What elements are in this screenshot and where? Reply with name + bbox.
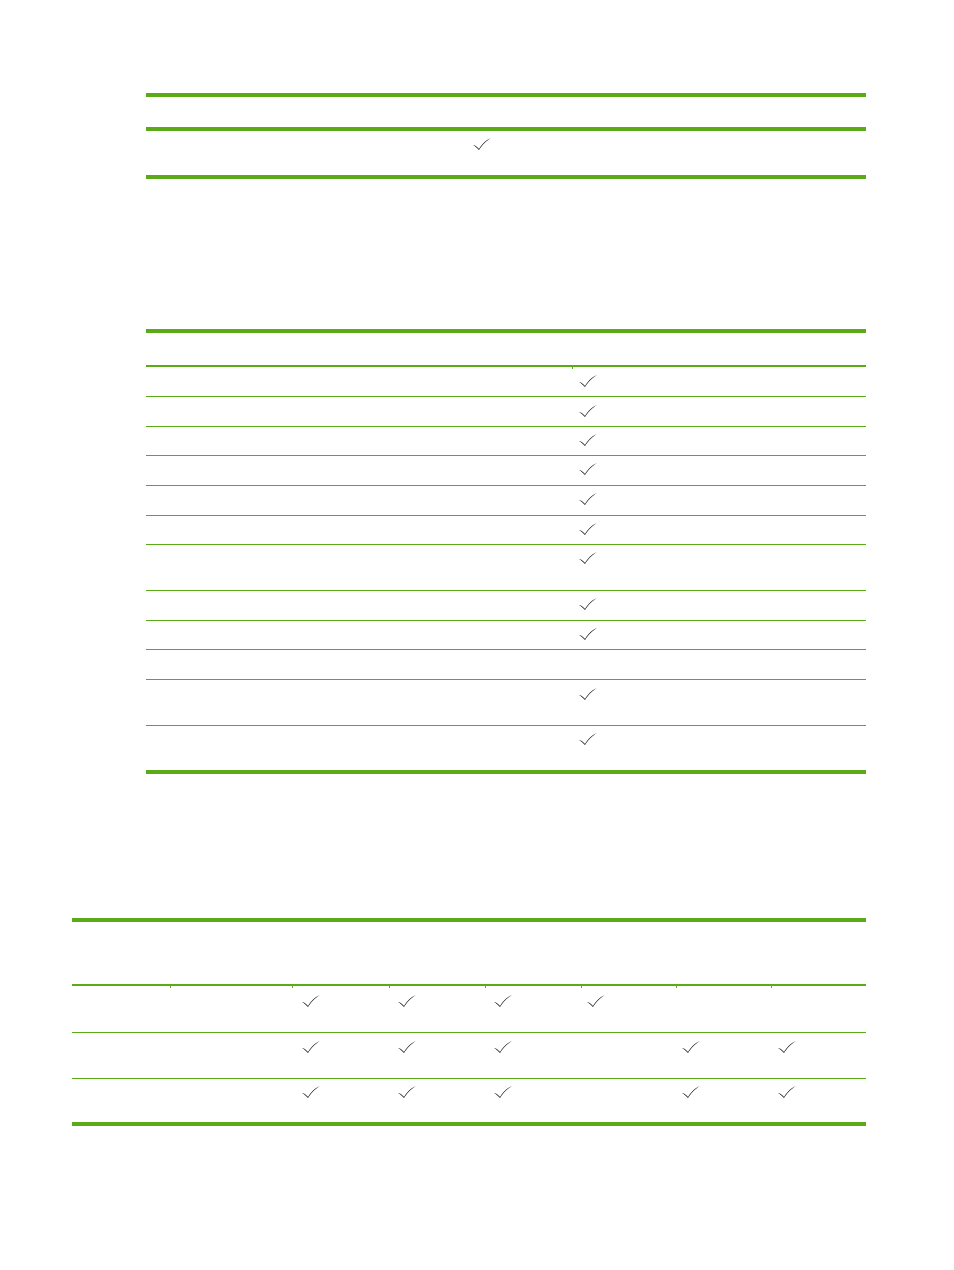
checkmark-icon bbox=[777, 1085, 797, 1099]
table-row bbox=[146, 650, 866, 679]
checkmark-icon bbox=[493, 1040, 513, 1054]
table-row bbox=[146, 456, 866, 485]
table-row bbox=[146, 591, 866, 620]
table-bottom-rule bbox=[146, 175, 866, 179]
checkmark-icon bbox=[472, 137, 492, 151]
table-2 bbox=[146, 329, 866, 776]
checkmark-icon bbox=[578, 732, 598, 746]
table-row bbox=[146, 131, 866, 175]
table-top-rule bbox=[146, 93, 866, 97]
table-row bbox=[146, 621, 866, 649]
checkmark-icon bbox=[301, 1040, 321, 1054]
table-row bbox=[146, 427, 866, 456]
checkmark-icon bbox=[586, 994, 606, 1008]
table-row bbox=[146, 726, 866, 770]
checkmark-icon bbox=[493, 1085, 513, 1099]
checkmark-icon bbox=[578, 433, 598, 447]
table-3 bbox=[72, 918, 866, 1128]
checkmark-icon bbox=[578, 374, 598, 388]
checkmark-icon bbox=[397, 994, 417, 1008]
table-row bbox=[72, 986, 866, 1032]
checkmark-icon bbox=[578, 551, 598, 565]
checkmark-icon bbox=[578, 492, 598, 506]
checkmark-icon bbox=[301, 1085, 321, 1099]
table-row bbox=[146, 367, 866, 396]
checkmark-icon bbox=[301, 994, 321, 1008]
table-1 bbox=[146, 93, 866, 180]
table-row bbox=[146, 545, 866, 590]
checkmark-icon bbox=[578, 522, 598, 536]
table-top-rule bbox=[146, 329, 866, 333]
checkmark-icon bbox=[493, 994, 513, 1008]
checkmark-icon bbox=[681, 1085, 701, 1099]
table-row bbox=[72, 1079, 866, 1123]
table-bottom-rule bbox=[146, 770, 866, 774]
checkmark-icon bbox=[681, 1040, 701, 1054]
table-row bbox=[146, 397, 866, 426]
table-row bbox=[146, 680, 866, 725]
table-top-rule bbox=[72, 918, 866, 922]
checkmark-icon bbox=[578, 404, 598, 418]
checkmark-icon bbox=[578, 627, 598, 641]
checkmark-icon bbox=[397, 1040, 417, 1054]
table-row bbox=[146, 516, 866, 544]
table-bottom-rule bbox=[72, 1122, 866, 1126]
checkmark-icon bbox=[578, 597, 598, 611]
table-row bbox=[72, 1033, 866, 1078]
column-separator bbox=[466, 127, 467, 130]
table-row bbox=[146, 486, 866, 515]
checkmark-icon bbox=[578, 687, 598, 701]
checkmark-icon bbox=[578, 462, 598, 476]
checkmark-icon bbox=[397, 1085, 417, 1099]
checkmark-icon bbox=[777, 1040, 797, 1054]
